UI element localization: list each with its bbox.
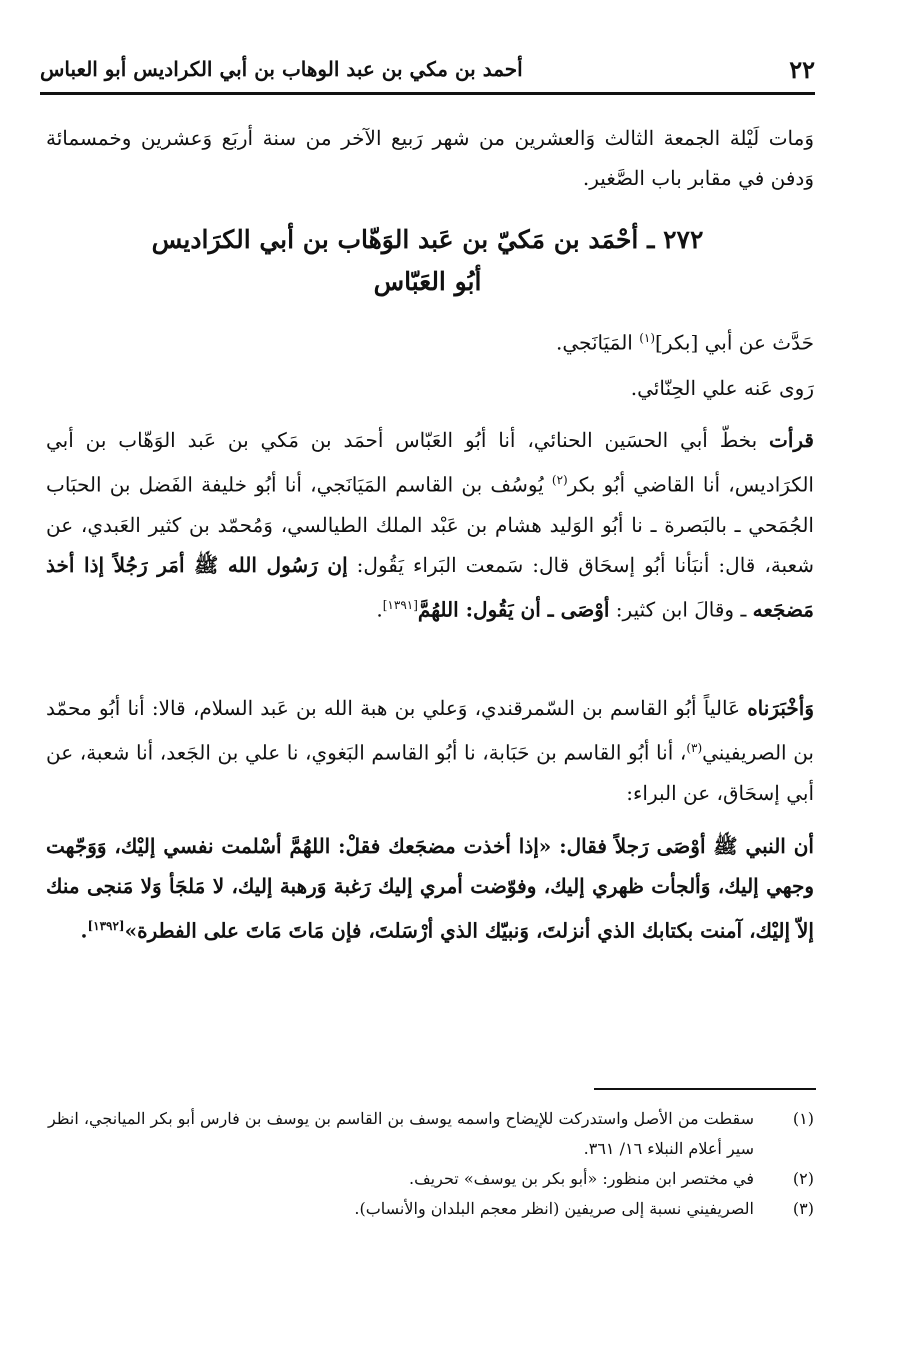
p1-text: حَدَّث عن أبي [بكر]: [655, 330, 814, 355]
intro-text: وَمات لَيْلة الجمعة الثالث وَالعشرين من شهر رَبيع الآخر من سنة أربَع وَعشرين وخمسمائة وَدفن في مقابر باب الصَّغير.: [46, 126, 814, 190]
footnote-separator: [594, 1088, 816, 1090]
intro-paragraph: [46, 118, 814, 198]
entry-title-line2: أبُو العَبّاس: [373, 267, 482, 296]
p2-text: رَوى عَنه علي الحِنّائي.: [630, 376, 814, 400]
paragraph-hadith-2: [46, 826, 814, 951]
footnote-2: [46, 1164, 814, 1194]
paragraph-narrated-by: [46, 368, 814, 408]
p3-hadith-text-2: أوْصَى ـ أن يَقُول: اللهُمَّ: [417, 597, 610, 622]
page-number: ٢٢: [789, 55, 815, 84]
p1-text-end: المَيَانَجي.: [556, 330, 640, 355]
hadith-number-1391: [١٣٩١]: [382, 597, 418, 612]
page-header: [40, 55, 815, 89]
p3-text-1: بخطّ أبي الحسَين الحنائي، أنا أبُو العَبّاس أحمَد بن مَكي بن عَبد الوَهّاب بن أبي الكرَاديس، أنا القاضي أبُو بكر: [46, 428, 814, 497]
running-title: أحمد بن مكي بن عبد الوهاب بن أبي الكراديس أبو العباس: [40, 57, 523, 81]
p3-lead: قرأت: [769, 428, 814, 452]
p3-text-3: ـ وقالَ ابن كثير:: [609, 597, 753, 622]
footnote-1: [46, 1104, 814, 1164]
p5-hadith-text: أن النبي ﷺ أوْصَى رَجلاً فقال: «إذا أخذت مضجَعك فقلْ: اللهُمَّ أسْلمت نفسي إليْك، وَوَجّهت وجهي إليك، وَألجأت ظهري إليك، وفوّضت أمري إليك رَغبة وَرهبة إليك، لا مَلجَأ وَلا مَنجى منك إلاّ إليْك، آمنت بكتابك الذي أنزلتَ، وَنبيّك الذي أرْسَلتَ، فإن مَاتَ مَاتَ على الفطرة»: [46, 834, 814, 943]
paragraph-isnad-2: [46, 688, 814, 813]
header-rule: [40, 92, 815, 95]
paragraph-hadith-1: [46, 420, 814, 629]
paragraph-transmitted-from: [46, 318, 814, 363]
p3-end: .: [376, 597, 383, 622]
hadith-number-1392: [١٣٩٢]: [87, 919, 125, 933]
footnote-ref-3: (٣): [686, 741, 703, 755]
footnote-number: (٢): [792, 1169, 814, 1188]
footnote-text: في مختصر ابن منظور: «أبو بكر بن يوسف» تحريف.: [409, 1169, 754, 1188]
p3-hadith-text: إن رَسُول الله ﷺ أمَر رَجُلاً إذا أخذ مَضجَعه: [46, 552, 814, 622]
footnote-3: [46, 1194, 814, 1224]
footnote-ref-1: (١): [639, 331, 656, 345]
p3-text-2: يُوسُف بن القاسم المَيَانَجي، أنا أبُو خليفة الفَضل بن الحبَاب الجُمَحي ـ بالبَصرة ـ نا أبُو الوَليد هشام بن عَبْد الملك الطيالسي، وَمُحمّد بن كثير العَبدي، عن شعبة، قال: أنبَأنا أبُو إسحَاق قال: سَمعت البَراء يَقُول:: [46, 472, 814, 577]
p4-lead: وَأخْبَرَناه: [747, 696, 814, 720]
footnote-number: (١): [792, 1109, 814, 1128]
p5-end: .: [80, 918, 88, 943]
footnotes: [46, 1104, 814, 1224]
footnote-text: الصريفيني نسبة إلى صريفين (انظر معجم البلدان والأنساب).: [354, 1199, 754, 1218]
footnote-number: (٣): [792, 1199, 814, 1218]
entry-title-line1: ٢٧٢ ـ أحْمَد بن مَكيّ بن عَبد الوَهّاب بن أبي الكرَاديس: [151, 225, 704, 254]
p4-text-1: عَالياً أبُو القاسم بن السّمرقندي، وَعلي بن هبة الله بن عَبد السلام، قالا: أنا أبُو محمّد بن الصريفيني: [46, 696, 814, 765]
footnote-ref-2: (٢): [551, 473, 568, 487]
footnote-text: سقطت من الأصل واستدركت للإيضاح واسمه يوسف بن القاسم بن يوسف بن فارس أبو بكر الميانجي، انظر سير أعلام النبلاء ١٦/ ٣٦١.: [47, 1109, 754, 1158]
p4-text-2: ، أنا أبُو القاسم بن حَبَابة، نا أبُو القاسم البَغوي، نا علي بن الجَعد، أنا شعبة، عن أبي إسحَاق، عن البراء:: [46, 740, 814, 805]
